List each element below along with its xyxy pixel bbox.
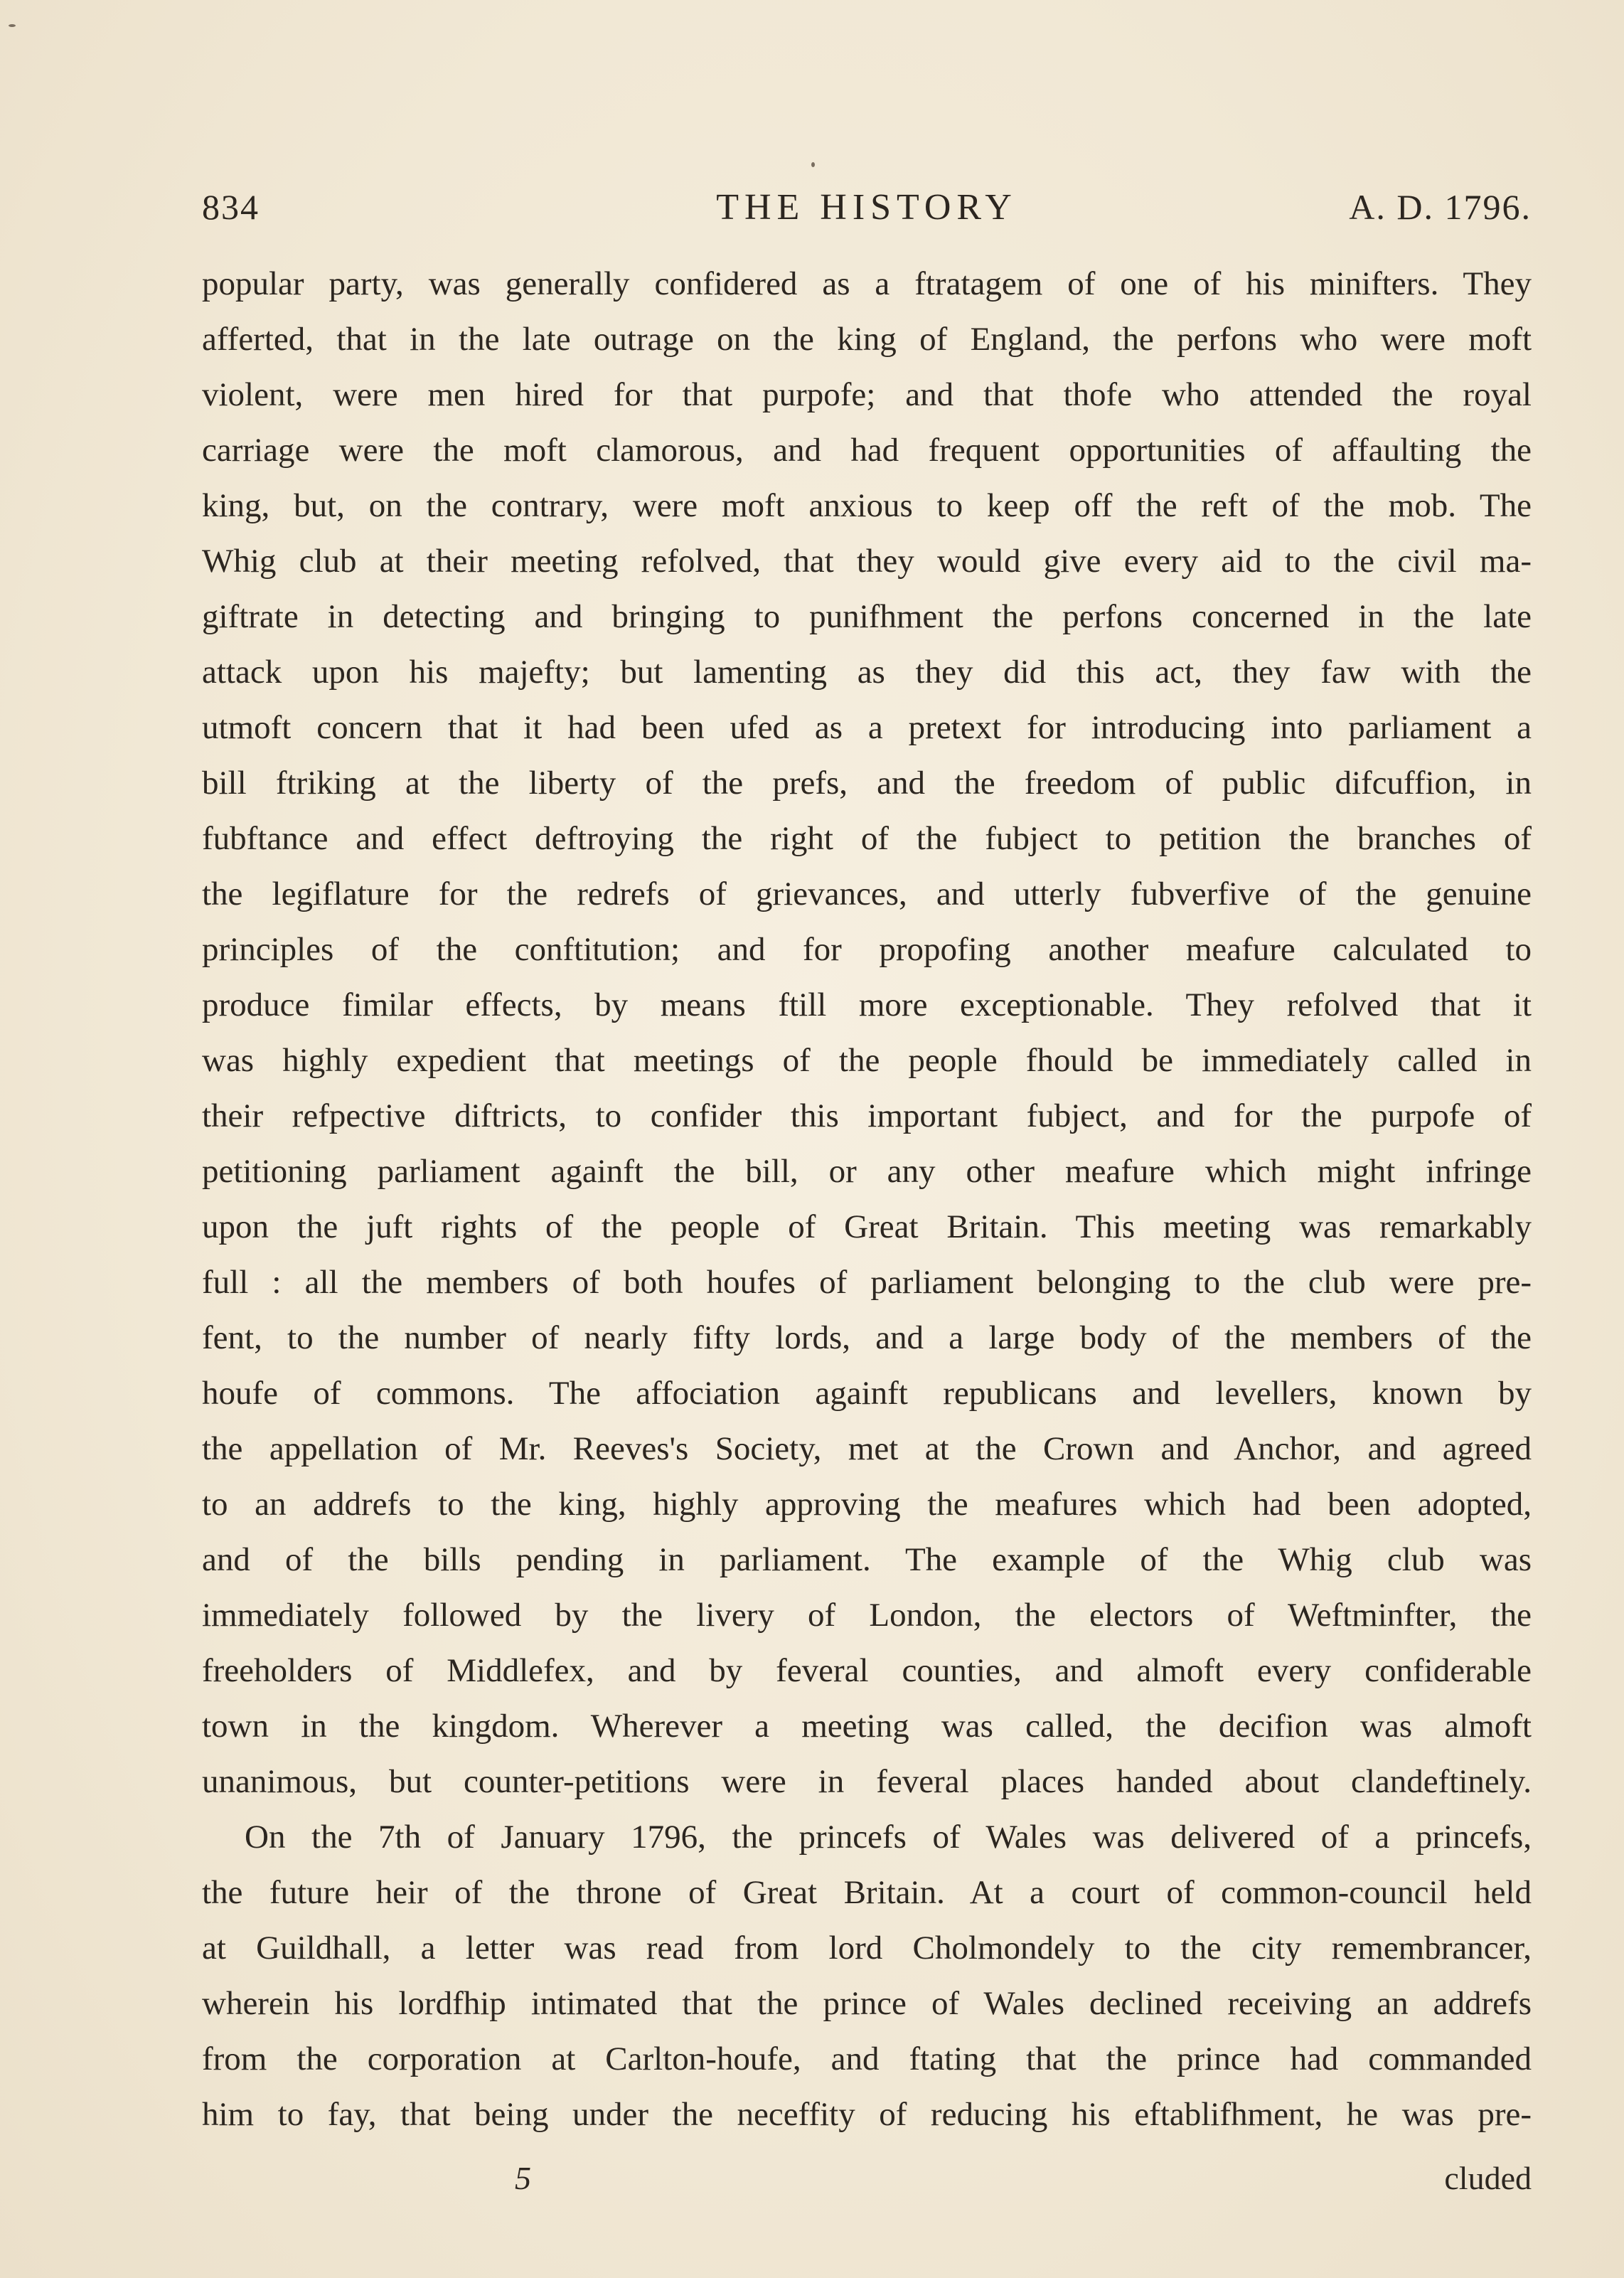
text-line: produce fimilar effects, by means ftill more exceptionable. They refolved that it xyxy=(202,986,1532,1023)
text-line: unanimous, but counter-petitions were in feveral places handed about clandeftinely. xyxy=(202,1763,1532,1800)
text-line: at Guildhall, a letter was read from lord Cholmondely to the city remembrancer, xyxy=(202,1930,1532,1966)
text-line: principles of the conftitution; and for propofing another meafure calculated to xyxy=(202,931,1532,968)
text-line: upon the juft rights of the people of Great Britain. This meeting was remarkably xyxy=(202,1208,1532,1245)
text-line: fent, to the number of nearly fifty lords, and a large body of the members of the xyxy=(202,1319,1532,1356)
text-line: the future heir of the throne of Great Britain. At a court of common-council held xyxy=(202,1874,1532,1911)
text-line: popular party, was generally confidered as a ftratagem of one of his minifters. They xyxy=(202,265,1532,302)
header-year: A. D. 1796. xyxy=(1349,187,1532,227)
text-line: from the corporation at Carlton-houfe, and ftating that the prince had commanded xyxy=(202,2040,1532,2077)
text-line: Whig club at their meeting refolved, that they would give every aid to the civil ma- xyxy=(202,543,1532,580)
text-line: him to fay, that being under the neceffity of reducing his eftablifhment, he was pre- xyxy=(202,2096,1532,2133)
signature-mark: 5 xyxy=(515,2160,531,2196)
page-header xyxy=(202,186,1532,236)
text-line: petitioning parliament againft the bill, or any other meafure which might infringe xyxy=(202,1153,1532,1190)
text-line: was highly expedient that meetings of the people fhould be immediately called in xyxy=(202,1042,1532,1079)
ink-speck xyxy=(9,24,16,27)
text-line: town in the kingdom. Wherever a meeting was called, the decifion was almoft xyxy=(202,1708,1532,1745)
text-line: fubftance and effect deftroying the right of the fubject to petition the branches of xyxy=(202,820,1532,857)
text-line: freeholders of Middlefex, and by feveral counties, and almoft every confiderable xyxy=(202,1652,1532,1689)
ink-speck xyxy=(811,162,815,167)
page-number: 834 xyxy=(202,187,260,227)
body-text xyxy=(202,256,1532,2142)
text-line: and of the bills pending in parliament. The example of the Whig club was xyxy=(202,1541,1532,1578)
text-line: houfe of commons. The affociation againft republicans and levellers, known by xyxy=(202,1375,1532,1412)
text-line: the legiflature for the redrefs of grievances, and utterly fubverfive of the genuine xyxy=(202,875,1532,912)
text-line: afferted, that in the late outrage on the king of England, the perfons who were moft xyxy=(202,321,1532,358)
text-line: attack upon his majefty; but lamenting as they did this act, they faw with the xyxy=(202,654,1532,691)
text-line: immediately followed by the livery of London, the electors of Weftminfter, the xyxy=(202,1597,1532,1634)
text-line: bill ftriking at the liberty of the prefs, and the freedom of public difcuffion, in xyxy=(202,765,1532,802)
text-line: violent, were men hired for that purpofe; and that thofe who attended the royal xyxy=(202,376,1532,413)
text-line: giftrate in detecting and bringing to punifhment the perfons concerned in the late xyxy=(202,598,1532,635)
running-title: THE HISTORY xyxy=(716,187,1017,228)
page-footer xyxy=(202,2159,1532,2209)
text-line: carriage were the moft clamorous, and had frequent opportunities of affaulting the xyxy=(202,432,1532,469)
text-line: wherein his lordfhip intimated that the prince of Wales declined receiving an addrefs xyxy=(202,1985,1532,2022)
text-line: utmoft concern that it had been ufed as a pretext for introducing into parliament a xyxy=(202,709,1532,746)
catchword: cluded xyxy=(1444,2160,1532,2196)
text-line: full : all the members of both houfes of parliament belonging to the club were pre- xyxy=(202,1264,1532,1301)
text-line: their refpective diftricts, to confider this important fubject, and for the purpofe of xyxy=(202,1097,1532,1134)
text-line: the appellation of Mr. Reeves's Society, met at the Crown and Anchor, and agreed xyxy=(202,1430,1532,1467)
paragraph-start-line: On the 7th of January 1796, the princefs of Wales was delivered of a princefs, xyxy=(245,1819,1532,1856)
text-line: to an addrefs to the king, highly approving the meafures which had been adopted, xyxy=(202,1486,1532,1523)
text-line: king, but, on the contrary, were moft anxious to keep off the reft of the mob. The xyxy=(202,487,1532,524)
